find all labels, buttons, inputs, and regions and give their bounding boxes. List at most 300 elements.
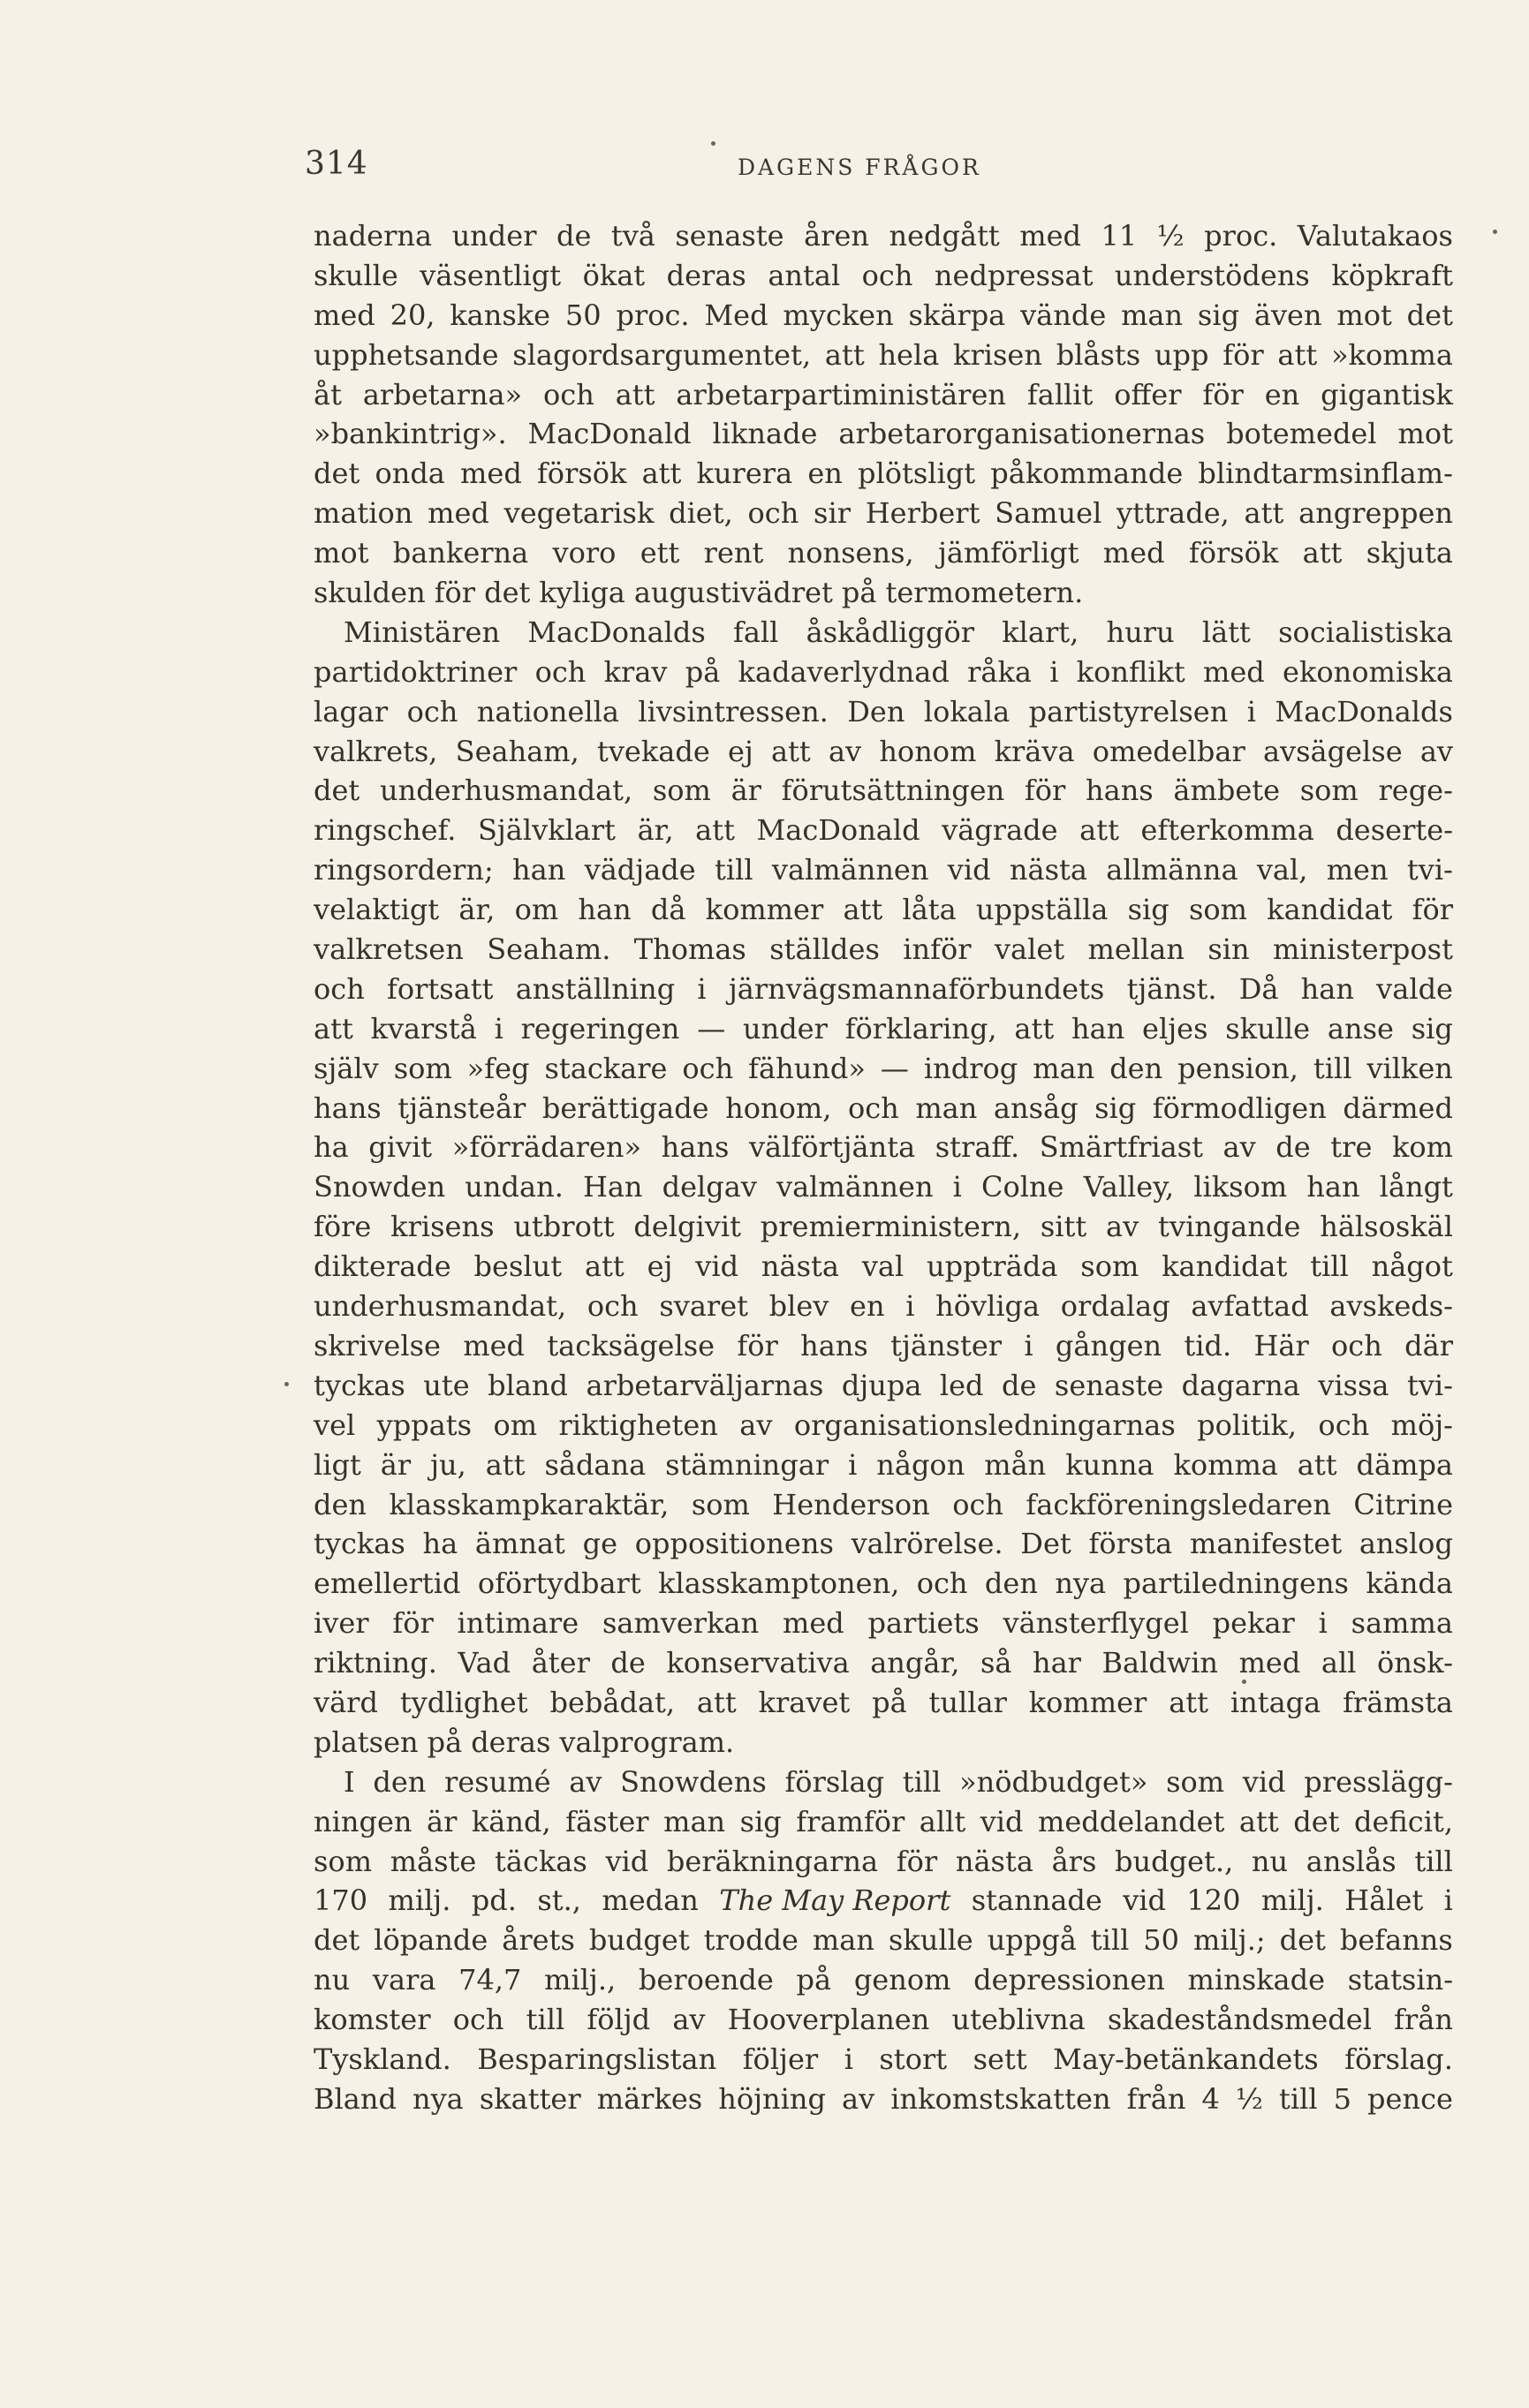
word: kyliga — [539, 576, 625, 610]
word: »förrädaren» — [451, 1130, 642, 1165]
word: klasskampkaraktär, — [389, 1487, 670, 1521]
word: för — [1412, 893, 1453, 927]
word: man — [663, 1804, 726, 1838]
text-line — [314, 494, 1453, 533]
word: valrörelse. — [851, 1527, 1003, 1561]
text-line — [314, 454, 1453, 494]
word: val — [861, 1249, 905, 1284]
word: berättigade — [541, 1091, 709, 1125]
word: åt — [314, 377, 342, 411]
word: att — [1277, 337, 1318, 372]
word: för — [737, 1328, 778, 1363]
word: underhusmandat, — [379, 774, 633, 808]
word: i — [952, 1170, 962, 1204]
word: värd — [314, 1685, 378, 1719]
text-line — [314, 1723, 1453, 1763]
word: plötsligt — [858, 457, 976, 491]
word: till — [526, 2003, 565, 2037]
word: om — [514, 893, 559, 927]
word: oförtydbart — [477, 1566, 641, 1601]
word: med — [460, 457, 522, 491]
word: konservativa — [666, 1646, 850, 1680]
word: förslag — [784, 1764, 885, 1799]
word: Citrine — [1353, 1487, 1453, 1521]
word: de — [1275, 1130, 1311, 1165]
word: skulden — [314, 576, 426, 610]
word: Självklart — [477, 813, 617, 848]
word: understödens — [1114, 258, 1310, 292]
word: vara — [372, 1963, 436, 1997]
word: underhusmandat, — [314, 1289, 567, 1324]
word: gången — [1055, 1328, 1162, 1363]
word: den — [1109, 1051, 1163, 1085]
word: voro — [552, 536, 617, 570]
word: komma — [1173, 1447, 1278, 1482]
word: uppgå — [987, 1923, 1077, 1958]
word: Besparingslistan — [477, 2042, 717, 2076]
word: att — [1297, 1447, 1337, 1482]
word: Hålet — [1344, 1883, 1424, 1918]
word: krav — [603, 654, 668, 689]
word: för — [1222, 337, 1264, 372]
word: till — [1313, 1051, 1352, 1085]
word: med — [1203, 654, 1265, 689]
text-line — [314, 771, 1453, 811]
word: tjänst. — [1126, 971, 1217, 1006]
word: Bland — [314, 2081, 397, 2116]
word: vände — [1020, 298, 1107, 332]
word: 170 — [314, 1883, 368, 1918]
word: köpkraft — [1331, 258, 1453, 292]
word: riktning. — [314, 1646, 437, 1680]
text-line — [314, 1643, 1453, 1683]
word: uppträda — [927, 1249, 1058, 1284]
word: att — [641, 457, 682, 491]
word: och — [1318, 1408, 1370, 1442]
word: till — [1310, 1249, 1349, 1284]
word: på — [685, 654, 721, 689]
word: minskade — [1187, 1963, 1325, 1997]
word: valde — [1376, 971, 1453, 1006]
word: bankerna — [392, 536, 529, 570]
word: emellertid — [314, 1566, 461, 1601]
text-line — [314, 1802, 1453, 1842]
word: är, — [637, 813, 674, 848]
word: allt — [919, 1804, 966, 1838]
word: på — [872, 1685, 907, 1719]
word: och — [682, 1051, 734, 1085]
word: mation — [314, 496, 413, 531]
word: kvarstå — [370, 1011, 477, 1045]
word: till — [902, 1764, 942, 1799]
word: partiledningens — [1123, 1566, 1349, 1601]
word: ringsordern; — [314, 853, 494, 887]
word: allmänna — [1106, 853, 1238, 887]
word: »komma — [1330, 337, 1453, 372]
word: nästa — [955, 1844, 1033, 1878]
word: i — [494, 1011, 503, 1045]
ink-dot-mark — [284, 1382, 289, 1386]
word: budget — [588, 1923, 690, 1958]
text-line — [314, 375, 1453, 415]
word: det — [314, 457, 360, 491]
word: nedpressat — [934, 258, 1094, 292]
word: har — [1032, 1646, 1081, 1680]
word: järnvägsmannaförbundets — [728, 971, 1105, 1006]
word: det — [314, 774, 360, 808]
word: till — [1279, 2081, 1318, 2116]
word: »feg — [466, 1051, 530, 1085]
word: MacDonalds — [527, 615, 706, 649]
word: proc. — [1204, 219, 1278, 253]
text-line — [314, 1287, 1453, 1326]
word: stämningar — [665, 1447, 829, 1482]
word: inför — [903, 932, 972, 967]
word: till — [1414, 1844, 1453, 1878]
word: dämpa — [1356, 1447, 1453, 1482]
word: sitt — [1040, 1210, 1087, 1244]
word: i — [844, 2042, 853, 2076]
word: års — [1051, 1844, 1097, 1878]
word: att — [1302, 536, 1343, 570]
word: delgav — [662, 1170, 757, 1204]
page-header — [305, 146, 1453, 190]
word: den — [314, 1487, 367, 1521]
word: att — [1079, 813, 1119, 848]
word: anslås — [1306, 1844, 1397, 1878]
word: någon — [876, 1447, 965, 1482]
word: socialistiska — [1278, 615, 1453, 649]
word: som — [652, 774, 711, 808]
word: May-betänkandets — [1053, 2042, 1319, 2076]
word: vänsterflygel — [1003, 1606, 1189, 1641]
text-line — [314, 970, 1453, 1009]
text-line — [314, 1921, 1453, 1960]
word: försök — [536, 457, 627, 491]
word: mellan — [1087, 932, 1185, 967]
word: det — [1279, 1923, 1326, 1958]
word: en — [807, 457, 843, 491]
word: riktigheten — [558, 1408, 718, 1442]
word: dikterade — [314, 1249, 451, 1284]
word: pence — [1367, 2081, 1453, 2116]
word: för — [434, 576, 476, 610]
word: ligt — [314, 1447, 361, 1482]
word: ämbete — [1173, 774, 1281, 808]
word: yppats — [376, 1408, 473, 1442]
word: sig — [1197, 298, 1240, 332]
word: svaret — [659, 1289, 748, 1324]
word: under — [451, 219, 537, 253]
word: så — [980, 1646, 1012, 1680]
word: st., — [537, 1883, 581, 1918]
word: på — [841, 576, 877, 610]
word: hans — [661, 1130, 730, 1165]
word: av — [1106, 1210, 1139, 1244]
word: kunna — [1065, 1447, 1154, 1482]
word: blev — [768, 1289, 829, 1324]
word: sig — [1411, 1011, 1453, 1045]
word: den — [984, 1566, 1038, 1601]
word: resumé — [444, 1764, 551, 1799]
word: tullar — [928, 1685, 1007, 1719]
word: med — [1019, 219, 1082, 253]
word: men — [1326, 853, 1389, 887]
word: straff. — [935, 1130, 1020, 1165]
word: är — [427, 1804, 458, 1838]
word: partiets — [867, 1606, 980, 1641]
word: tvingande — [1158, 1210, 1301, 1244]
word: sig — [1094, 1091, 1137, 1125]
word: förutsättningen — [781, 774, 1005, 808]
word: två — [610, 219, 655, 253]
word: efterkomma — [1140, 813, 1314, 848]
word: han — [1300, 971, 1354, 1006]
word: och — [543, 377, 594, 411]
word: fortsatt — [387, 971, 494, 1006]
word: något — [1371, 1249, 1453, 1284]
word: trodde — [703, 1923, 799, 1958]
word: sett — [973, 2042, 1027, 2076]
word: vegetarisk — [503, 496, 655, 531]
word: politik, — [1197, 1408, 1298, 1442]
word: kom — [1391, 1130, 1453, 1165]
word: åter — [531, 1646, 590, 1680]
word: sig — [1127, 893, 1169, 927]
word: genom — [853, 1963, 951, 1997]
word: ge — [582, 1527, 618, 1561]
word: kommer — [1028, 1685, 1147, 1719]
word: förklaring, — [844, 1011, 997, 1045]
word: beroende — [638, 1963, 774, 1997]
word: de — [1002, 1368, 1037, 1402]
word: Baldwin — [1101, 1646, 1219, 1680]
word: att — [1238, 1804, 1279, 1838]
word: befanns — [1339, 1923, 1453, 1958]
word: medan — [602, 1883, 699, 1918]
word: vid — [605, 1844, 649, 1878]
word: ökat — [582, 258, 646, 292]
word: 74,7 — [458, 1963, 522, 1997]
word: som — [1080, 1249, 1139, 1284]
word: inkomstskatten — [890, 2081, 1111, 2116]
text-line — [314, 414, 1453, 454]
text-line — [314, 1128, 1453, 1167]
text-line — [314, 573, 1453, 613]
word: hela — [878, 337, 940, 372]
word: stort — [879, 2042, 948, 2076]
word: det — [1293, 1804, 1340, 1838]
word: tvekade — [596, 734, 710, 768]
word: av — [739, 1408, 773, 1442]
word: Valley, — [1083, 1170, 1175, 1204]
word: MacDonalds — [1275, 694, 1453, 728]
word: tvi- — [1406, 1368, 1453, 1402]
word: som — [314, 1844, 373, 1878]
word: ju, — [430, 1447, 466, 1482]
word: 5 — [1333, 2081, 1351, 2116]
ink-dot-mark — [1493, 230, 1497, 234]
word: att — [485, 1447, 526, 1482]
word: bland — [488, 1368, 569, 1402]
word: liksom — [1193, 1170, 1288, 1204]
word: liknade — [712, 417, 818, 451]
word: Colne — [980, 1170, 1064, 1204]
word: organisationsledningarnas — [793, 1408, 1176, 1442]
word: kravet — [758, 1685, 851, 1719]
word: kandidat — [1267, 893, 1393, 927]
word: Ministären — [344, 615, 501, 649]
word: att — [1014, 1011, 1055, 1045]
word: kandidat — [1162, 1249, 1288, 1284]
word: i — [1246, 694, 1256, 728]
text-line — [314, 1167, 1453, 1207]
word: yttrade, — [1116, 496, 1230, 531]
word: tydlighet — [399, 1685, 528, 1719]
word: dagarna — [1181, 1368, 1300, 1402]
word: depressionen — [973, 1963, 1165, 1997]
word: nedgått — [889, 219, 1000, 253]
word: då — [650, 893, 686, 927]
italic-title: The May Report — [719, 1883, 951, 1918]
word: krisen — [953, 337, 1042, 372]
word: att — [1169, 1685, 1208, 1719]
word: Samuel — [995, 496, 1102, 531]
word: valkrets, — [314, 734, 438, 768]
word: ekonomiska — [1283, 654, 1453, 689]
word: väsentligt — [420, 258, 562, 292]
word: slagordsargumentet, — [512, 337, 812, 372]
word: som — [393, 1051, 452, 1085]
word: termometern. — [885, 576, 1084, 610]
word: och — [314, 971, 365, 1006]
word: med — [782, 1606, 844, 1641]
word: 20, — [390, 298, 435, 332]
word: han — [578, 893, 632, 927]
word: på — [796, 1963, 832, 1997]
word: för — [1024, 774, 1066, 808]
word: ordalag — [1060, 1289, 1170, 1324]
word: han — [1071, 1011, 1125, 1045]
word: arbetarväljarnas — [586, 1368, 824, 1402]
word: att — [843, 893, 883, 927]
word: Här — [1253, 1328, 1309, 1363]
word: önsk- — [1376, 1646, 1453, 1680]
word: partidoktriner — [314, 654, 518, 689]
word: ringschef. — [314, 813, 457, 848]
word: naderna — [314, 219, 433, 253]
word: nästa — [1009, 853, 1087, 887]
word: skadeståndsmedel — [1107, 2003, 1372, 2037]
word: till — [715, 853, 753, 887]
word: tvi- — [1406, 853, 1453, 887]
word: arbetarorganisationernas — [838, 417, 1206, 451]
word: fähund» — [748, 1051, 866, 1085]
word: och — [1331, 1328, 1382, 1363]
word: fallit — [1026, 377, 1094, 411]
word: MacDonald — [527, 417, 692, 451]
word: med — [463, 1328, 526, 1363]
text-line — [314, 1524, 1453, 1564]
word: led — [939, 1368, 984, 1402]
word: Då — [1238, 971, 1279, 1006]
word: råka — [967, 654, 1032, 689]
word: i — [1049, 654, 1059, 689]
text-line — [314, 1683, 1453, 1723]
word: om — [493, 1408, 538, 1442]
word: ställdes — [769, 932, 880, 967]
word: avskeds- — [1329, 1289, 1453, 1324]
word: »nödbudget» — [959, 1764, 1148, 1799]
text-line — [314, 653, 1453, 692]
word: blindtarmsinflam- — [1198, 457, 1453, 491]
word: kräva — [994, 734, 1075, 768]
word: höjning — [718, 2081, 826, 2116]
word: hans — [314, 1091, 382, 1125]
word: är — [730, 774, 761, 808]
word: vel — [314, 1408, 356, 1442]
word: arbetarna» — [362, 377, 523, 411]
word: Snowdens — [620, 1764, 767, 1799]
word: intaga — [1230, 1685, 1321, 1719]
text-line — [314, 256, 1453, 296]
word: vilken — [1366, 1051, 1453, 1085]
word: tacksägelse — [547, 1328, 715, 1363]
word: komster — [314, 2003, 431, 2037]
word: iver — [314, 1606, 369, 1641]
word: förslag. — [1344, 2042, 1453, 2076]
word: att — [696, 1685, 737, 1719]
word: nationella — [476, 694, 619, 728]
word: de — [610, 1646, 646, 1680]
word: ningen — [314, 1804, 413, 1838]
word: skatter — [479, 2081, 581, 2116]
word: med — [428, 496, 489, 531]
word: Vad — [458, 1646, 511, 1680]
word: av — [672, 2003, 706, 2037]
word: av — [828, 734, 862, 768]
word: deserte- — [1336, 813, 1453, 848]
word: i — [848, 1447, 858, 1482]
word: kända — [1366, 1566, 1453, 1601]
word: vid — [1242, 1764, 1286, 1799]
word: att — [770, 734, 811, 768]
word: känd, — [471, 1804, 551, 1838]
word: att — [695, 813, 735, 848]
word: vid — [947, 853, 991, 887]
word: mot — [1336, 298, 1392, 332]
word: ej — [727, 734, 753, 768]
text-line — [314, 1009, 1453, 1049]
word: följd — [587, 2003, 651, 2037]
word: är, — [458, 893, 496, 927]
word: samma — [1351, 1606, 1453, 1641]
text-line — [314, 732, 1453, 772]
word: en — [850, 1289, 885, 1324]
word: som — [691, 1487, 750, 1521]
word: sådana — [544, 1447, 647, 1482]
word: låta — [902, 893, 957, 927]
word: fackföreningsledaren — [1026, 1487, 1331, 1521]
word: förmodligen — [1152, 1091, 1327, 1125]
word: det — [1406, 298, 1453, 332]
word: valprogram. — [559, 1725, 735, 1759]
word: pekar — [1212, 1606, 1295, 1641]
word: och — [861, 258, 913, 292]
word: åskådliggör — [806, 615, 975, 649]
text-line — [314, 890, 1453, 930]
word: stannade — [971, 1883, 1102, 1918]
